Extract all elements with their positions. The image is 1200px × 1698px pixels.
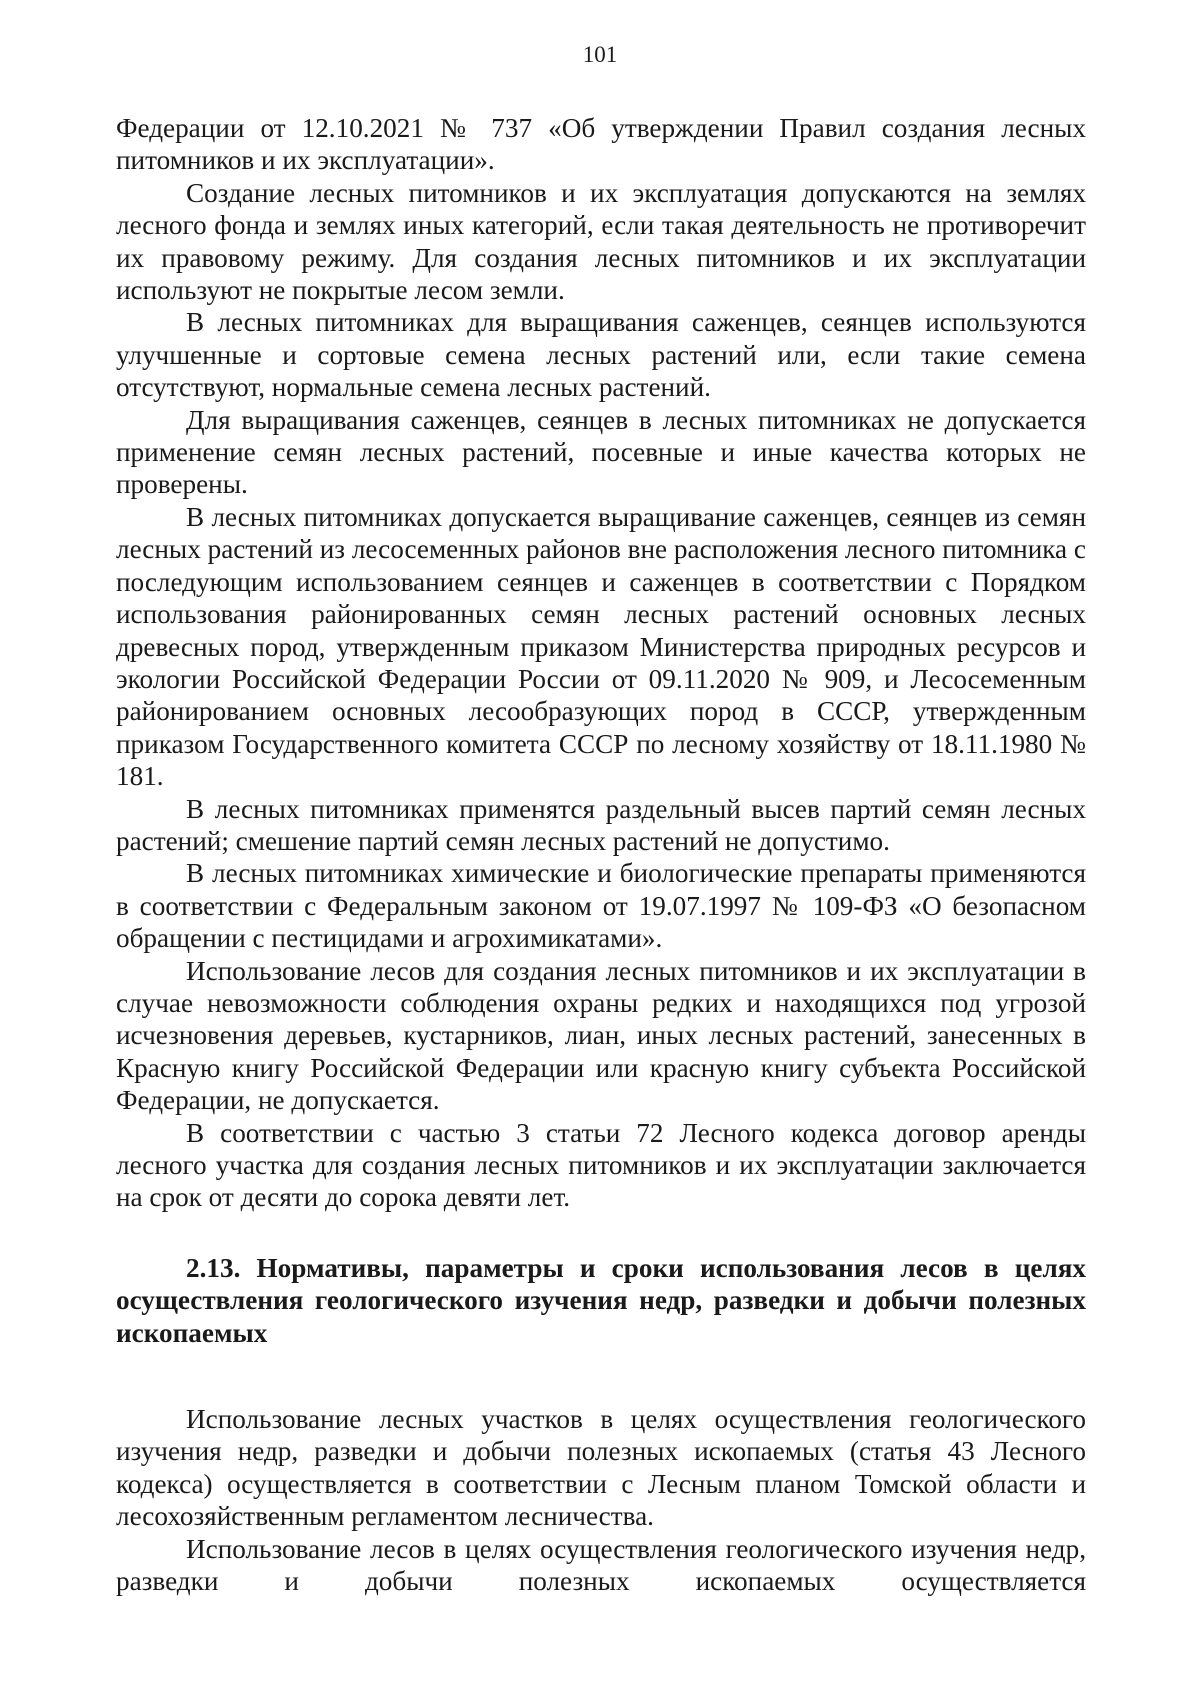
paragraph: В соответствии с частью 3 статьи 72 Лесного кодекса договор аренды лесного участка для создания лесных питомников и их эксплуатации заключается на срок от десяти до сорока девяти лет. xyxy=(116,1117,1086,1213)
section-heading: 2.13. Нормативы, параметры и сроки использования лесов в целях осуществления геологического изучения недр, разведки и добычи полезных ископаемых xyxy=(116,1252,1086,1348)
page-number: 101 xyxy=(582,42,618,67)
paragraph: В лесных питомниках для выращивания саженцев, сеянцев используются улучшенные и сортовые семена лесных растений или, если такие семена отсутствуют, нормальные семена лесных растений. xyxy=(116,307,1086,403)
paragraph: В лесных питомниках химические и биологические препараты применяются в соответствии с Федеральным законом от 19.07.1997 № 109-ФЗ «О безопасном обращении с пестицидами и агрохимикатами». xyxy=(116,858,1086,954)
paragraph: Для выращивания саженцев, сеянцев в лесных питомниках не допускается применение семян лесных растений, посевные и иные качества которых не проверены. xyxy=(116,404,1086,500)
document-body xyxy=(116,112,1086,1597)
paragraph: Создание лесных питомников и их эксплуатация допускаются на землях лесного фонда и землях иных категорий, если такая деятельность не противоречит их правовому режиму. Для создания лесных питомников и их эксплуатации используют не покрытые лесом земли. xyxy=(116,177,1086,306)
paragraph: Использование лесов для создания лесных питомников и их эксплуатации в случае невозможности соблюдения охраны редких и находящихся под угрозой исчезновения деревьев, кустарников, лиан, иных лесных растений, занесенных в Красную книгу Российской Федерации или красную книгу субъекта Российской Федерации, не допускается. xyxy=(116,955,1086,1116)
paragraph: Федерации от 12.10.2021 № 737 «Об утверждении Правил создания лесных питомников и их эксплуатации». xyxy=(116,113,1086,176)
paragraph: В лесных питомниках применятся раздельный высев партий семян лесных растений; смешение партий семян лесных растений не допустимо. xyxy=(116,793,1086,856)
paragraph: В лесных питомниках допускается выращивание саженцев, сеянцев из семян лесных растений из лесосеменных районов вне расположения лесного питомника с последующим использованием сеянцев и саженцев в соответствии с Порядком использования районированных семян лесных растений основных лесных древесных пород, утвержденным приказом Министерства природных ресурсов и экологии Российской Федерации России от 09.11.2020 № 909, и Лесосеменным районированием основных лесообразующих пород в СССР, утвержденным приказом Государственного комитета СССР по лесному хозяйству от 18.11.1980 № 181. xyxy=(116,501,1086,792)
paragraph: Использование лесных участков в целях осуществления геологического изучения недр, разведки и добычи полезных ископаемых (статья 43 Лесного кодекса) осуществляется в соответствии с Лесным планом Томской области и лесохозяйственным регламентом лесничества. xyxy=(116,1404,1086,1532)
paragraph: Использование лесов в целях осуществления геологического изучения недр, разведки и добычи полезных ископаемых осуществляется xyxy=(116,1533,1086,1597)
